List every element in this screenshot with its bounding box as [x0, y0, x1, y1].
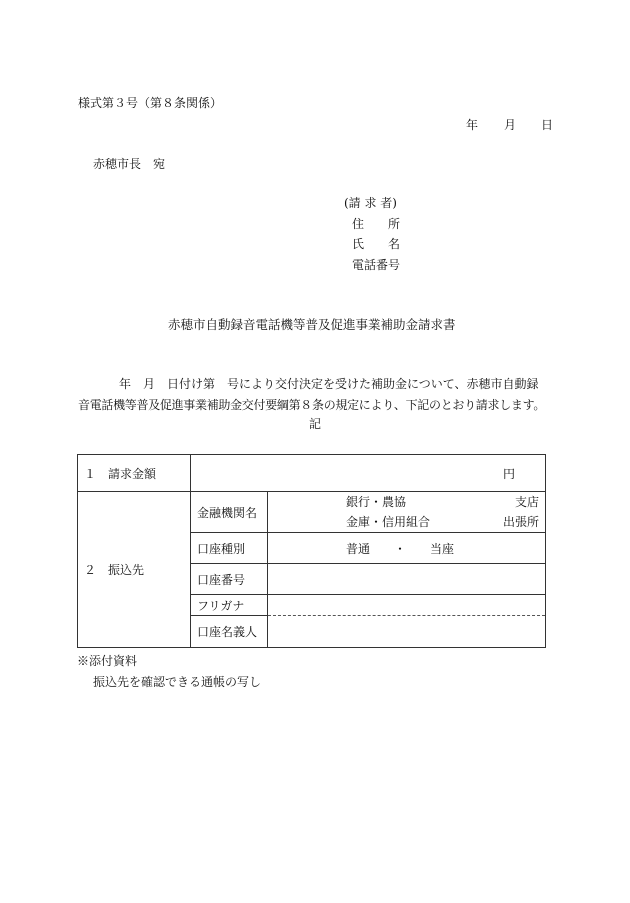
account-type-options[interactable]: 普通 ・ 当座 — [268, 533, 546, 564]
account-holder-field[interactable] — [268, 616, 546, 648]
claimant-heading: (請 求 者) — [344, 196, 397, 210]
body-line-2: 音電話機等普及促進事業補助金交付要綱第８条の規定により、下記のとおり請求します。 — [78, 398, 546, 412]
account-type-label: 口座種別 — [191, 533, 268, 564]
document-title: 赤穂市自動録音電話機等普及促進事業補助金請求書 — [168, 317, 456, 332]
claimant-address-label: 住 所 — [352, 217, 401, 231]
amount-field[interactable] — [191, 455, 546, 492]
account-holder-label: 口座名義人 — [191, 616, 268, 648]
claimant-name-label: 氏 名 — [352, 237, 401, 251]
bank-name-field[interactable] — [268, 492, 546, 533]
yen-label: 円 — [503, 466, 516, 481]
bank-type-top: 銀行・農協 — [346, 495, 407, 509]
bank-type-bottom: 金庫・信用組合 — [346, 515, 431, 529]
sub-branch-label: 出張所 — [503, 515, 540, 529]
date-year: 年 — [466, 118, 479, 132]
account-number-label: 口座番号 — [191, 564, 268, 595]
transfer-label-cell: ２ 振込先 — [78, 492, 191, 648]
form-number: 様式第３号（第８条関係） — [78, 96, 223, 110]
bank-name-label: 金融機関名 — [191, 492, 268, 533]
date-day: 日 — [541, 118, 554, 132]
addressee: 赤穂市長 宛 — [93, 157, 166, 171]
amount-label-cell: １ 請求金額 — [78, 455, 191, 492]
attachments-heading: ※添付資料 — [77, 654, 138, 668]
ki-mark: 記 — [309, 417, 322, 431]
attachments-item: 振込先を確認できる通帳の写し — [93, 675, 262, 689]
date-month: 月 — [504, 118, 517, 132]
furigana-label: フリガナ — [191, 595, 268, 616]
claimant-phone-label: 電話番号 — [352, 258, 401, 272]
request-table — [77, 454, 546, 648]
account-number-field[interactable] — [268, 564, 546, 595]
body-line-1: 年 月 日付け第 号により交付決定を受けた補助金について、赤穂市自動録 — [119, 377, 539, 391]
furigana-field[interactable] — [268, 595, 546, 616]
branch-label: 支店 — [515, 495, 540, 509]
